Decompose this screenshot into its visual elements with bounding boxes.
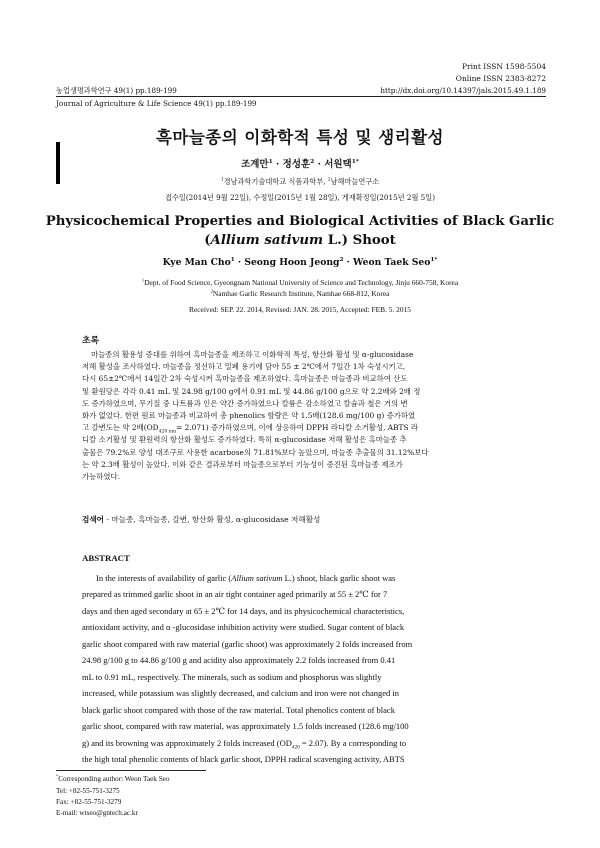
keywords-label: 검색어 (82, 515, 105, 524)
footnote-email[interactable]: E-mail: wtseo@gntech.ac.kr (56, 809, 138, 817)
english-affiliation-1: $^1$Dept. of Food Science, Gyeongnam National University of Science and Technology, Jinju 660-758, Korea (141, 277, 459, 287)
corresponding-author: *Corresponding author: Weon Taek Seo (56, 773, 170, 783)
korean-affiliations: $^1$경남과학기술대학교 식품과학부, $^2$남해마늘연구소 (220, 177, 380, 186)
abstract-body: In the interests of availability of garlic (Allium sativum L.) shoot, black garlic shoot was prepared as trimmed garlic shoot in an air tight container aged primarily at 55 ± 2℃ for 7 days and then aged secondary at 65 ± 2℃ for 14 days, and its physicochemical characteristics, antioxidant activity, and α -glucosidase inhibition activity were studied. Sugar content of black garlic shoot compared with raw material (garlic shoot) was approximately 2 folds increased from 24.98 g/100 g to 44.86 g/100 g and acidity also approximately 2.2 folds increased from 0.41 mL to 0.91 mL, respectively. The minerals, such as sodium and phosphorus was slightly increased, while potassium was slightly decreased, and calcium and iron were not changed in black garlic shoot compared with those of the raw material. Total phenolics content of black garlic shoot, compared with raw material, was approximately 1.5 folds increased (128.6 mg/100 g) and its browning was approximately 2 folds increased $(OD_{420} = 2.07)$. By a corresponding to the high total phenolic contents of black garlic shoot, DPPH radical scavenging activity, ABTS (82, 573, 413, 764)
keywords-text: - 마늘종, 흑마늘종, 갈변, 항산화 활성, α-glucosidase 저해활성 (104, 515, 321, 524)
header-rule (56, 96, 546, 97)
keywords (82, 514, 320, 525)
english-title-line2: (Allium sativum L.) Shoot (204, 233, 396, 248)
korean-authors: 조계만$^1$ · 정성훈$^2$ · 서원택$^{1*}$ (241, 157, 359, 170)
abstract-heading: ABSTRACT (82, 553, 130, 563)
english-affiliation-2: $^2$Namhae Garlic Research Institute, Namhae 668-812, Korea (210, 288, 390, 298)
journal-name-english: Journal of Agriculture & Life Science 49(1) pp.189-199 (56, 99, 257, 108)
english-title-line1: Physicochemical Properties and Biological Activities of Black Garlic (45, 214, 555, 229)
korean-dates: 접수일(2014년 9월 22일), 수정일(2015년 1월 28일), 게재확정일(2015년 2월 5일) (165, 193, 435, 202)
korean-abstract-body: 마늘종의 활용성 증대를 위하여 흑마늘종을 제조하고 이화학적 특성, 항산화 활성 및 α-glucosidase 저해 활성을 조사하였다. 마늘종을 정선하고 밀폐 용기에 담아 55 ± 2℃에서 7일간 1차 숙성시키고, 다시 65±2℃에서 14일간 2차 숙성시켜 흑마늘종을 제조하였다. 흑마늘종은 마늘종과 비교하여 산도 및 환원당은 각각 0.41 mL 및 24.98 g/100 g에서 0.91 mL 및 44.86 g/100 g으로 약 2.2배와 2배 정 도 증가하였으며, 무기질 중 나트륨과 인은 약간 증가하였으나 칼륨은 감소하였고 칼슘과 철은 거의 변 화가 없었다. 한편 원료 마늘종과 비교하여 총 phenolics 함량은 약 1.5배(128.6 mg/100 g) 증가하였 고 갈변도는 약 2배$(OD_{420 nm}= 2.071)$ 증가하였으며, 이에 상응하여 DPPH 라디칼 소거활성, ABTS 라 디칼 소거활성 및 환원력의 항산화 활성도 증가하였다. 특히 α-glucosidase 저해 활성은 흑마늘종 추 출물은 79.2%로 양성 대조구로 사용한 acarbose의 71.81%보다 높았으며, 마늘종 추출물의 31.12%보다 는 약 2.3배 활성이 높았다. 이와 같은 결과로부터 마늘종으로부터 기능성이 증진된 흑마늘종 제조가 가능하였다. (82, 350, 429, 482)
korean-abstract-heading: 초록 (82, 336, 99, 346)
doi-link[interactable]: http://dx.doi.org/10.14397/jals.2015.49.1.189 (380, 86, 546, 95)
footnote-rule (56, 770, 206, 771)
english-dates: Received: SEP. 22. 2014, Revised: JAN. 28. 2015, Accepted: FEB. 5. 2015 (189, 305, 411, 314)
author-name: 조계만 (241, 159, 269, 170)
author-name: 정성훈 (282, 159, 311, 170)
journal-name-korean: 농업생명과학연구 49(1) pp.189-199 (56, 86, 177, 95)
print-issn: Print ISSN 1598-5504 (461, 62, 546, 71)
korean-title: 흑마늘종의 이화학적 특성 및 생리활성 (155, 128, 444, 147)
author-name: 서원택 (324, 159, 352, 170)
footnote-tel: Tel: +82-55-751-3275 (56, 787, 120, 795)
footnote-fax: Fax: +82-55-751-3279 (56, 798, 122, 806)
online-issn: Online ISSN 2383-8272 (455, 74, 546, 83)
english-authors: Kye Man Cho$^1$ · Seong Hoon Jeong$^2$ · Weon Taek Seo$^{1*}$ (162, 256, 438, 268)
